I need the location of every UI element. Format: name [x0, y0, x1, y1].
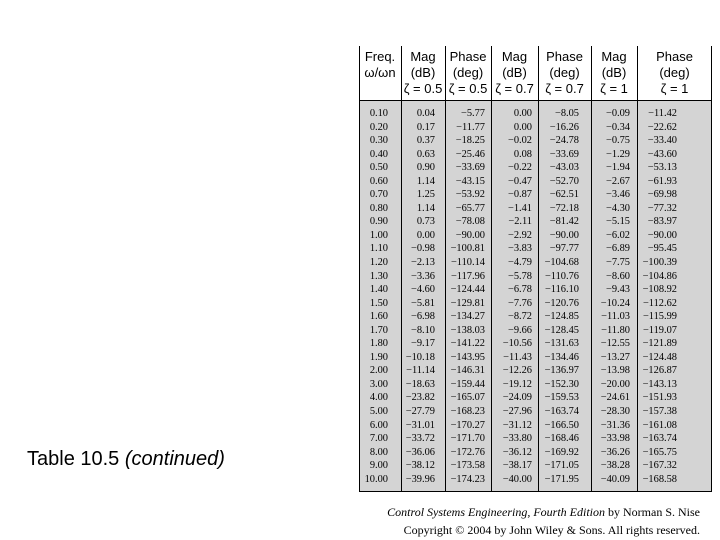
table-cell: 4.00: [369, 392, 388, 404]
table-cell: −4.79: [507, 257, 532, 269]
table-cell: −1.94: [605, 162, 630, 174]
table-cell: −168.46: [544, 433, 579, 445]
table-cell: 0.08: [513, 148, 532, 160]
table-cell: −0.47: [507, 175, 532, 187]
table-cell: −25.46: [455, 148, 485, 160]
book-author: by Norman S. Nise: [608, 505, 700, 519]
table-cell: −128.45: [544, 324, 579, 336]
table-cell: −2.11: [508, 216, 532, 228]
table-cell: 1.60: [369, 311, 388, 323]
table-cell: 0.17: [416, 121, 435, 133]
table-cell: −31.36: [600, 419, 630, 431]
table-cell: −10.18: [405, 351, 435, 363]
table-cell: −43.60: [647, 148, 677, 160]
table-cell: −163.74: [544, 406, 579, 418]
table-cell: −11.42: [648, 108, 677, 119]
table-cell: −1.29: [605, 148, 630, 160]
table-cell: −138.03: [450, 324, 485, 336]
table-cell: −6.78: [507, 284, 532, 296]
table-cell: −9.17: [410, 338, 435, 350]
table-cell: −110.76: [544, 270, 579, 282]
table-cell: 1.80: [369, 338, 388, 350]
table-cell: −40.09: [600, 473, 630, 485]
table-cell: −90.00: [455, 229, 485, 241]
table-cell: −53.13: [647, 162, 677, 174]
table-cell: −36.26: [600, 446, 630, 458]
table-cell: −167.32: [642, 460, 677, 472]
table-cell: 1.20: [369, 257, 388, 269]
table-cell: −159.44: [450, 378, 485, 390]
table-cell: 1.14: [416, 175, 435, 187]
table-cell: −28.30: [600, 406, 630, 418]
column-divider: [591, 46, 592, 492]
table-cell: 0.63: [416, 148, 435, 160]
table-cell: 1.30: [369, 270, 388, 282]
table-cell: −10.56: [502, 338, 532, 350]
table-cell: −171.05: [544, 460, 579, 472]
table-cell: −168.58: [642, 473, 677, 485]
table-cell: −27.79: [405, 406, 435, 418]
column-mag-zeta-1: [591, 107, 630, 486]
table-cell: −8.10: [410, 324, 435, 336]
table-cell: −120.76: [544, 297, 579, 309]
table-cell: −72.18: [549, 202, 579, 214]
table-cell: −24.78: [549, 135, 579, 147]
table-cell: −100.81: [450, 243, 485, 255]
table-cell: −136.97: [544, 365, 579, 377]
column-divider: [445, 46, 446, 492]
table-cell: −2.92: [507, 229, 532, 241]
table-cell: −19.12: [502, 378, 532, 390]
table-cell: −6.02: [605, 229, 630, 241]
table-cell: −7.75: [605, 257, 630, 269]
table-cell: −69.98: [647, 189, 677, 201]
column-mag-zeta-05: [401, 107, 435, 486]
table-cell: 6.00: [369, 419, 388, 431]
table-cell: −171.70: [450, 433, 485, 445]
table-header-row: [359, 46, 712, 100]
table-cell: −81.42: [549, 216, 579, 228]
table-cell: −104.68: [544, 257, 579, 269]
table-cell: −10.24: [600, 297, 630, 309]
caption-label: Table 10.5: [27, 448, 120, 470]
table-cell: −8.72: [507, 311, 532, 323]
column-divider: [538, 46, 539, 492]
table-cell: 0.00: [513, 108, 532, 119]
table-cell: −4.30: [605, 202, 630, 214]
column-phase-zeta-1: [637, 107, 677, 486]
table-cell: −12.55: [600, 338, 630, 350]
header-mag-zeta-07: Mag (dB) ζ = 0.7: [495, 49, 534, 96]
table-cell: −38.28: [600, 460, 630, 472]
table-cell: −159.53: [544, 392, 579, 404]
table-cell: −9.66: [507, 324, 532, 336]
table-cell: −124.44: [450, 284, 485, 296]
table-cell: −52.70: [549, 175, 579, 187]
table-cell: 9.00: [369, 460, 388, 472]
table-cell: −169.92: [544, 446, 579, 458]
table-cell: −77.32: [647, 202, 677, 214]
table-cell: 1.40: [369, 284, 388, 296]
column-mag-zeta-07: [491, 107, 532, 486]
table-cell: −121.89: [642, 338, 677, 350]
table-cell: −12.26: [502, 365, 532, 377]
table-cell: −18.25: [455, 135, 485, 147]
table-cell: −163.74: [642, 433, 677, 445]
table-cell: −119.07: [642, 324, 677, 336]
table-cell: −90.00: [647, 229, 677, 241]
table-cell: −151.93: [642, 392, 677, 404]
table-cell: −24.09: [502, 392, 532, 404]
table-cell: −3.36: [410, 270, 435, 282]
table-cell: −9.43: [605, 284, 630, 296]
header-phase-zeta-1: Phase (deg) ζ = 1: [656, 49, 693, 96]
table-cell: −83.97: [647, 216, 677, 228]
table-cell: −0.09: [605, 108, 630, 119]
table-cell: −173.58: [450, 460, 485, 472]
table-cell: −170.27: [450, 419, 485, 431]
table-cell: −131.63: [544, 338, 579, 350]
table-cell: −3.83: [507, 243, 532, 255]
table-cell: −143.95: [450, 351, 485, 363]
table-cell: −53.92: [455, 189, 485, 201]
table-cell: −134.27: [450, 311, 485, 323]
table-cell: −40.00: [502, 473, 532, 485]
table-bottom-border: [359, 491, 712, 492]
column-phase-zeta-05: [445, 107, 485, 486]
header-mag-zeta-05: Mag (dB) ζ = 0.5: [403, 49, 443, 96]
table-cell: 1.00: [369, 229, 388, 241]
table-cell: −62.51: [549, 189, 579, 201]
table-cell: 0.70: [369, 189, 388, 201]
table-left-border: [359, 46, 360, 492]
table-cell: −100.39: [642, 257, 677, 269]
header-divider-line: [359, 100, 712, 101]
table-cell: −43.03: [549, 162, 579, 174]
book-title: Control Systems Engineering, Fourth Edition: [387, 505, 605, 519]
table-cell: −36.12: [502, 446, 532, 458]
table-cell: −5.81: [410, 297, 435, 309]
table-cell: −165.75: [642, 446, 677, 458]
table-cell: −36.06: [405, 446, 435, 458]
table-cell: −5.78: [507, 270, 532, 282]
table-cell: −6.89: [605, 243, 630, 255]
table-cell: 1.70: [369, 324, 388, 336]
table-cell: −13.98: [600, 365, 630, 377]
table-cell: 8.00: [369, 446, 388, 458]
table-cell: 0.40: [369, 148, 388, 160]
table-cell: 1.90: [369, 351, 388, 363]
table-cell: −11.03: [601, 311, 630, 323]
table-cell: −0.02: [507, 135, 532, 147]
table-caption: [27, 448, 225, 471]
table-cell: −3.46: [605, 189, 630, 201]
table-cell: −2.67: [605, 175, 630, 187]
table-cell: −172.76: [450, 446, 485, 458]
table-cell: 0.10: [369, 108, 388, 119]
table-cell: −33.69: [455, 162, 485, 174]
table-cell: −112.62: [642, 297, 677, 309]
table-cell: −152.30: [544, 378, 579, 390]
table-cell: −2.13: [410, 257, 435, 269]
copyright-credit: [387, 503, 700, 539]
table-cell: −20.00: [600, 378, 630, 390]
table-cell: −38.17: [502, 460, 532, 472]
table-cell: 0.80: [369, 202, 388, 214]
table-cell: 1.10: [369, 243, 388, 255]
header-mag-zeta-1: Mag (dB) ζ = 1: [600, 49, 628, 96]
table-cell: −5.15: [605, 216, 630, 228]
bode-data-table: [359, 46, 712, 492]
table-cell: −0.34: [605, 121, 630, 133]
table-cell: 10.00: [364, 473, 388, 485]
table-cell: 0.04: [416, 108, 435, 119]
table-cell: 0.00: [513, 121, 532, 133]
table-cell: −11.80: [601, 324, 630, 336]
table-cell: −6.98: [410, 311, 435, 323]
column-divider: [491, 46, 492, 492]
header-freq: Freq. ω/ωn: [364, 49, 396, 80]
table-cell: −27.96: [502, 406, 532, 418]
table-cell: 0.37: [416, 135, 435, 147]
table-cell: −161.08: [642, 419, 677, 431]
table-cell: −1.41: [507, 202, 532, 214]
table-cell: 7.00: [369, 433, 388, 445]
table-cell: −31.01: [405, 419, 435, 431]
table-cell: −24.61: [600, 392, 630, 404]
table-cell: −5.77: [460, 108, 485, 119]
table-cell: −7.76: [507, 297, 532, 309]
table-cell: 1.50: [369, 297, 388, 309]
table-cell: 0.30: [369, 135, 388, 147]
table-body: [359, 100, 712, 492]
table-cell: 0.73: [416, 216, 435, 228]
table-cell: −33.69: [549, 148, 579, 160]
column-freq: [361, 107, 388, 486]
table-cell: −13.27: [600, 351, 630, 363]
table-cell: −143.13: [642, 378, 677, 390]
table-cell: −124.48: [642, 351, 677, 363]
table-cell: −97.77: [549, 243, 579, 255]
table-cell: 0.20: [369, 121, 388, 133]
table-cell: −174.23: [450, 473, 485, 485]
table-cell: −166.50: [544, 419, 579, 431]
table-cell: 1.14: [416, 202, 435, 214]
table-cell: −33.72: [405, 433, 435, 445]
copyright-line: Copyright © 2004 by John Wiley & Sons. All rights reserved.: [403, 523, 700, 537]
table-cell: −141.22: [450, 338, 485, 350]
table-cell: −39.96: [405, 473, 435, 485]
table-cell: −110.14: [450, 257, 485, 269]
table-cell: −31.12: [502, 419, 532, 431]
table-cell: 0.50: [369, 162, 388, 174]
table-right-border: [711, 46, 712, 492]
column-divider: [637, 46, 638, 492]
table-cell: −33.40: [647, 135, 677, 147]
table-cell: −18.63: [405, 378, 435, 390]
table-cell: −8.05: [554, 108, 579, 119]
table-cell: −11.43: [503, 351, 532, 363]
table-cell: −11.14: [406, 365, 435, 377]
table-cell: −168.23: [450, 406, 485, 418]
table-cell: −4.60: [410, 284, 435, 296]
table-cell: −124.85: [544, 311, 579, 323]
table-cell: 3.00: [369, 378, 388, 390]
table-cell: −11.77: [456, 121, 485, 133]
table-cell: 0.60: [369, 175, 388, 187]
table-cell: −108.92: [642, 284, 677, 296]
table-cell: −171.95: [544, 473, 579, 485]
table-cell: 0.00: [416, 229, 435, 241]
table-cell: −126.87: [642, 365, 677, 377]
table-cell: −0.87: [507, 189, 532, 201]
caption-suffix: (continued): [124, 448, 225, 470]
table-cell: −116.10: [544, 284, 579, 296]
table-cell: −33.80: [502, 433, 532, 445]
table-cell: −23.82: [405, 392, 435, 404]
table-cell: −157.38: [642, 406, 677, 418]
table-cell: −95.45: [647, 243, 677, 255]
table-cell: −134.46: [544, 351, 579, 363]
table-cell: −8.60: [605, 270, 630, 282]
table-cell: −115.99: [642, 311, 677, 323]
column-divider: [401, 46, 402, 492]
column-phase-zeta-07: [538, 107, 579, 486]
table-cell: −146.31: [450, 365, 485, 377]
table-cell: −0.75: [605, 135, 630, 147]
table-cell: 1.25: [416, 189, 435, 201]
table-cell: 0.90: [416, 162, 435, 174]
table-cell: 2.00: [369, 365, 388, 377]
table-cell: −90.00: [549, 229, 579, 241]
table-cell: −104.86: [642, 270, 677, 282]
table-cell: −129.81: [450, 297, 485, 309]
table-cell: −165.07: [450, 392, 485, 404]
table-cell: −22.62: [647, 121, 677, 133]
header-phase-zeta-07: Phase (deg) ζ = 0.7: [545, 49, 584, 96]
table-cell: 5.00: [369, 406, 388, 418]
table-cell: 0.90: [369, 216, 388, 228]
table-cell: −117.96: [450, 270, 485, 282]
table-cell: −43.15: [455, 175, 485, 187]
table-cell: −65.77: [455, 202, 485, 214]
table-cell: −16.26: [549, 121, 579, 133]
table-cell: −0.98: [410, 243, 435, 255]
table-cell: −0.22: [507, 162, 532, 174]
table-cell: −78.08: [455, 216, 485, 228]
table-cell: −38.12: [405, 460, 435, 472]
table-cell: −61.93: [647, 175, 677, 187]
table-cell: −33.98: [600, 433, 630, 445]
header-phase-zeta-05: Phase (deg) ζ = 0.5: [448, 49, 488, 96]
